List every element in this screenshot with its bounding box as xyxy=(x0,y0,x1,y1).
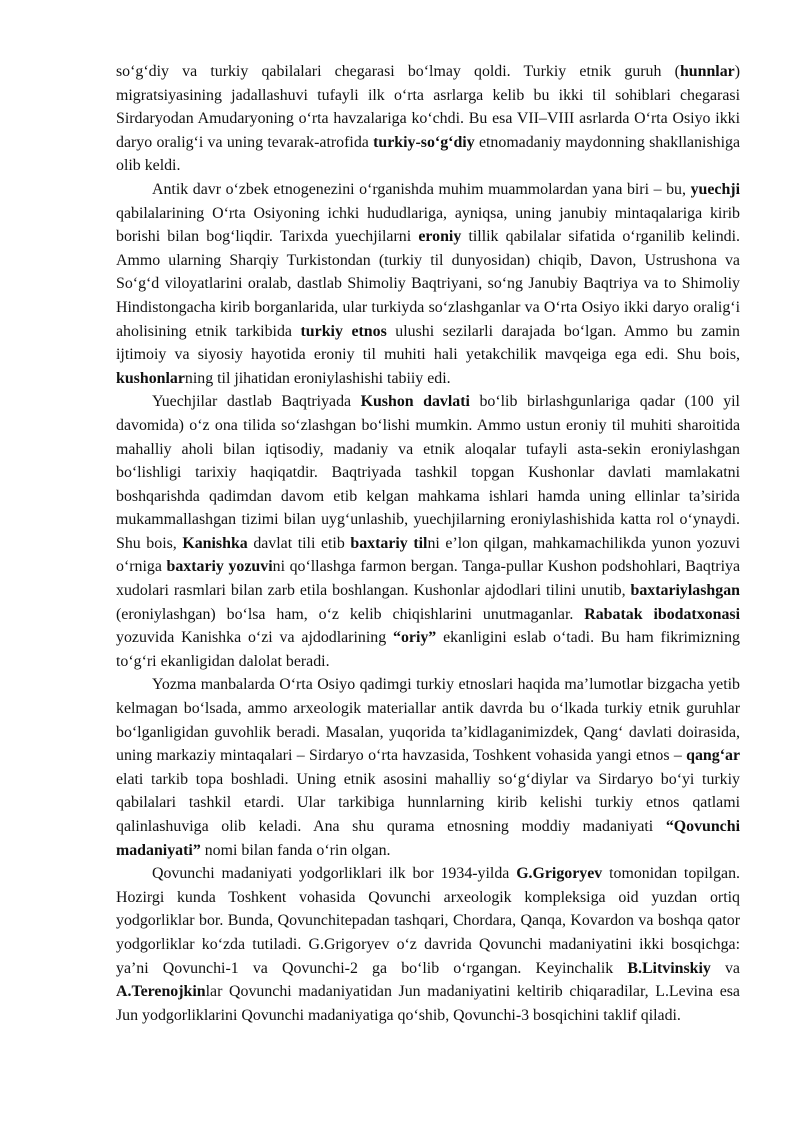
text-run: ) migratsiyasining jadallashuvi tufayli ilk o‘rta asrlarga kelib bu ikki til sohiblari chegarasi Sirdaryodan Amudaryoning o‘rta havzalariga ko‘chdi. Bu esa VII–VIII asrlarda O‘rta Osiyo ikki daryo oralig‘i va uning tevarak-atrofida xyxy=(116,63,740,151)
text-run: va xyxy=(710,959,740,977)
text-run: (eroniylashgan) bo‘lsa ham, o‘z kelib chiqishlarini unutmaganlar. xyxy=(116,605,585,623)
text-run: tillik qabilalar sifatida o‘rganilib kelindi. Ammo ularning Sharqiy Turkistondan (turkiy til dunyosidan) chiqib, Davon, Ustrushona va So‘g‘d viloyatlarini oralab, dastlab Shimoliy Baqtriyani, so‘ng Janubiy Baqtriya va to Shimoliy Hindistongacha kirib borganlarida, ular turkiyda so‘zlashganlar va O‘rta Osiyo ikki daryo oralig‘i aholisining etnik tarkibida xyxy=(116,228,740,340)
text-run: Yozma manbalarda O‘rta Osiyo qadimgi turkiy etnoslari haqida ma’lumotlar bizgacha yetib kelmagan bo‘lsada, ammo arxeologik materiallar antik davrda bu o‘lkada turkiy etnik guruhlar bo‘lganligidan guvohlik beradi. Masalan, yuqorida ta’kidlaganimizdek, Qang‘ davlati doirasida, uning markaziy mintaqalari – Sirdaryo o‘rta havzasida, Toshkent vohasida yangi etnos – xyxy=(116,676,740,765)
text-run: so‘g‘diy va turkiy qabilalari chegarasi bo‘lmay qoldi. Turkiy etnik guruh ( xyxy=(116,63,680,80)
text-run: ekanligini eslab o‘tadi. Bu ham fikrimizning to‘g‘ri ekanligidan dalolat beradi. xyxy=(116,629,740,670)
bold-term: Rabatak ibodatxonasi xyxy=(584,605,740,623)
bold-term: turkiy-so‘g‘diy xyxy=(373,133,475,151)
text-run: davlat tili etib xyxy=(247,534,351,552)
bold-term: yuechji xyxy=(690,180,740,198)
text-run: elati tarkib topa boshladi. Uning etnik asosini mahalliy so‘g‘diylar va Sirdaryo bo‘yi turkiy qabilalari tashkil etardi. Ular tarkibiga hunnlarning kirib kelishi turkiy etnos qatlami qalinlashuviga olib keladi. Ana shu qurama etnosning moddiy madaniyati xyxy=(116,770,740,835)
bold-term: kushonlar xyxy=(116,369,185,387)
text-run: ning til jihatidan eroniylashishi tabiiy edi. xyxy=(184,369,451,387)
text-run: etnomadaniy maydonning shakllanishiga olib keldi. xyxy=(116,133,740,175)
bold-term: A.Terenojkin xyxy=(116,983,206,1001)
bold-term: baxtariy til xyxy=(350,534,428,552)
text-run: ulushi sezilarli darajada bo‘lgan. Ammo bu zamin ijtimoiy va siyosiy hayotida eroniy til muhiti hali yetakchilik mavqeiga ega edi. Shu bois, xyxy=(116,322,740,364)
text-run: Qovunchi madaniyati yodgorliklari ilk bor 1934-yilda xyxy=(152,865,517,883)
text-run: ni qo‘llashga farmon bergan. Tanga-pullar Kushon podshohlari, Baqtriya xudolari rasmlari bilan zarb etila boshlangan. Kushonlar ajdodlari tilini unutib, xyxy=(116,558,740,600)
bold-term: Kanishka xyxy=(182,534,248,552)
bold-term: baxtariy yozuvi xyxy=(166,558,273,576)
text-run: tomonidan topilgan. Hozirgi kunda Toshkent vohasida Qovunchi arxeologik kompleksiga oid yuzdan ortiq yodgorliklar bor. Bunda, Qovunchitepadan tashqari, Chordara, Qanqa, Kovardon va boshqa qator yodgorliklar ko‘zda tutiladi. G.Grigoryev o‘z davrida Qovunchi madaniyatini ikki bosqichga: ya’ni Qovunchi-1 va Qovunchi-2 ga bo‘lib o‘rgangan. Keyinchalik xyxy=(116,865,740,977)
document-page xyxy=(116,60,740,1027)
bold-term: “oriy” xyxy=(393,629,437,647)
bold-term: “Qovunchi madaniyati” xyxy=(116,818,740,859)
text-run: Yuechjilar dastlab Baqtriyada xyxy=(152,393,361,411)
text-run: qabilalarining O‘rta Osiyoning ichki hududlariga, ayniqsa, uning janubiy mintaqalariga kirib borishi bilan bog‘liqdir. Tarixda yuechjilarni xyxy=(116,204,740,246)
text-run: yozuvida Kanishka o‘zi va ajdodlarining xyxy=(116,629,393,647)
paragraph xyxy=(116,178,740,390)
text-run: nomi bilan fanda o‘rin olgan. xyxy=(200,841,391,859)
paragraph xyxy=(116,673,740,862)
bold-term: Kushon davlati xyxy=(360,393,470,411)
bold-term: hunnlar xyxy=(679,63,735,80)
bold-term: baxtariylashgan xyxy=(630,582,740,600)
bold-term: qang‘ar xyxy=(686,747,740,765)
text-run: bo‘lib birlashgunlariga qadar (100 yil davomida) o‘z ona tilida so‘zlashgan bo‘lishi mumkin. Ammo ustun eroniy til muhiti sharoitida mahalliy aholi bilan iqtisodiy, madaniy va etnik aloqalar tufayli asta-sekin eroniylashgan bo‘lishligi tarixiy haqiqatdir. Baqtriyada tashkil topgan Kushonlar davlati mamlakatni boshqarishda qadimdan davom etib kelgan mahkama ishlari hamda uning ellinlar ta’sirida mukammallashgan tizimi bilan uyg‘unlashib, yuechjilarning eroniylashishida katta rol o‘ynaydi. Shu bois, xyxy=(116,393,740,552)
paragraph xyxy=(116,390,740,673)
bold-term: eroniy xyxy=(418,228,462,246)
bold-term: B.Litvinskiy xyxy=(627,959,711,977)
text-run: Antik davr o‘zbek etnogenezini o‘rganishda muhim muammolardan yana biri – bu, xyxy=(152,180,691,198)
text-run: lar Qovunchi madaniyatidan Jun madaniyatini keltirib chiqaradilar, L.Levina esa Jun yodgorliklarini Qovunchi madaniyatiga qo‘shib, Qovunchi-3 bosqichini taklif qiladi. xyxy=(116,983,740,1024)
bold-term: turkiy etnos xyxy=(300,322,387,340)
paragraph xyxy=(116,862,740,1027)
paragraph xyxy=(116,60,740,178)
bold-term: G.Grigoryev xyxy=(516,865,603,883)
text-run: ni e’lon qilgan, mahkamachilikda yunon yozuvi o‘rniga xyxy=(116,534,741,576)
